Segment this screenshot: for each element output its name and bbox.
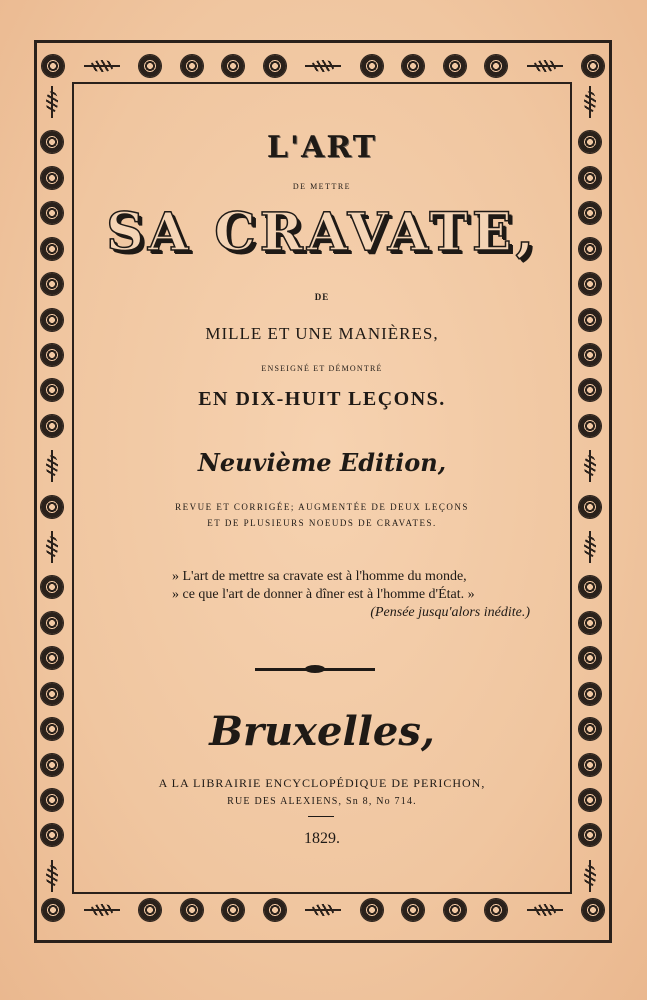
rosette-icon xyxy=(41,309,63,331)
right-ornament-band xyxy=(578,86,602,892)
line-mille-manieres: MILLE ET UNE MANIÈRES, xyxy=(205,324,439,343)
line-de: DE xyxy=(314,292,330,302)
epigraph-line-1: » L'art de mettre sa cravate est à l'homme du monde, xyxy=(172,569,467,584)
rosette-icon xyxy=(579,789,601,811)
rosette-icon xyxy=(41,718,63,740)
leaf-icon xyxy=(527,59,563,73)
revue-line-1: REVUE ET CORRIGÉE; AUGMENTÉE DE DEUX LEÇONS xyxy=(175,502,469,512)
imprint-address: RUE DES ALEXIENS, Sn 8, No 714. xyxy=(227,796,417,807)
rosette-icon xyxy=(582,899,604,921)
title-content xyxy=(72,82,572,894)
leaf-icon xyxy=(84,903,120,917)
bottom-ornament-band xyxy=(42,898,604,922)
leaf-icon xyxy=(583,860,597,892)
ornamental-rule xyxy=(255,668,375,671)
epigraph-line-2: » ce que l'art de donner à dîner est à l'homme d'État. » xyxy=(172,587,475,602)
rosette-icon xyxy=(579,683,601,705)
revue-line-2: ET DE PLUSIEURS NOEUDS DE CRAVATES. xyxy=(207,518,437,528)
rosette-icon xyxy=(485,899,507,921)
rosette-icon xyxy=(579,647,601,669)
rosette-icon xyxy=(579,824,601,846)
rosette-icon xyxy=(41,167,63,189)
line-dix-huit-lecons: EN DIX-HUIT LEÇONS. xyxy=(198,388,446,410)
rosette-icon xyxy=(579,496,601,518)
top-ornament-band xyxy=(42,54,604,78)
rosette-icon xyxy=(41,131,63,153)
title-art: L'ART xyxy=(266,130,378,165)
rosette-icon xyxy=(582,55,604,77)
rosette-icon xyxy=(42,55,64,77)
title-sa-cravate: SA CRAVATE, xyxy=(106,202,538,263)
leaf-icon xyxy=(527,903,563,917)
epigraph-attribution: (Pensée jusqu'alors inédite.) xyxy=(370,605,530,620)
leaf-icon xyxy=(45,86,59,118)
rosette-icon xyxy=(579,718,601,740)
rosette-icon xyxy=(579,167,601,189)
rosette-icon xyxy=(579,309,601,331)
title-de-mettre: DE METTRE xyxy=(292,182,352,191)
epigraph xyxy=(172,568,552,622)
rosette-icon xyxy=(579,612,601,634)
leaf-icon xyxy=(583,450,597,482)
rosette-icon xyxy=(139,899,161,921)
rosette-icon xyxy=(579,202,601,224)
rosette-icon xyxy=(41,612,63,634)
rosette-icon xyxy=(181,899,203,921)
rosette-icon xyxy=(485,55,507,77)
leaf-icon xyxy=(305,59,341,73)
edition-line: Neuvième Edition, xyxy=(197,448,447,477)
leaf-icon xyxy=(45,531,59,563)
rosette-icon xyxy=(579,576,601,598)
rosette-icon xyxy=(402,55,424,77)
rosette-icon xyxy=(41,683,63,705)
rosette-icon xyxy=(41,496,63,518)
rosette-icon xyxy=(41,415,63,437)
rosette-icon xyxy=(41,754,63,776)
leaf-icon xyxy=(45,860,59,892)
rosette-icon xyxy=(41,789,63,811)
rosette-icon xyxy=(579,754,601,776)
imprint-year: 1829. xyxy=(304,830,340,847)
rosette-icon xyxy=(41,344,63,366)
rosette-icon xyxy=(264,55,286,77)
rosette-icon xyxy=(579,379,601,401)
rosette-icon xyxy=(41,202,63,224)
rosette-icon xyxy=(139,55,161,77)
rosette-icon xyxy=(444,899,466,921)
rosette-icon xyxy=(361,55,383,77)
leaf-icon xyxy=(583,531,597,563)
rosette-icon xyxy=(41,647,63,669)
rosette-icon xyxy=(579,415,601,437)
rosette-icon xyxy=(41,379,63,401)
rosette-icon xyxy=(41,824,63,846)
line-enseigne: ENSEIGNÉ ET DÉMONTRÉ xyxy=(261,364,383,373)
left-ornament-band xyxy=(40,86,64,892)
imprint-city: Bruxelles, xyxy=(209,708,435,755)
rosette-icon xyxy=(41,238,63,260)
rosette-icon xyxy=(579,344,601,366)
rosette-icon xyxy=(579,273,601,295)
leaf-icon xyxy=(45,450,59,482)
imprint-publisher: A LA LIBRAIRIE ENCYCLOPÉDIQUE DE PERICHON, xyxy=(158,776,486,790)
rosette-icon xyxy=(579,131,601,153)
leaf-icon xyxy=(84,59,120,73)
rosette-icon xyxy=(264,899,286,921)
short-rule xyxy=(308,816,334,817)
rosette-icon xyxy=(222,55,244,77)
rosette-icon xyxy=(181,55,203,77)
leaf-icon xyxy=(583,86,597,118)
leaf-icon xyxy=(305,903,341,917)
rosette-icon xyxy=(41,273,63,295)
rosette-icon xyxy=(402,899,424,921)
rosette-icon xyxy=(41,576,63,598)
rosette-icon xyxy=(361,899,383,921)
rosette-icon xyxy=(579,238,601,260)
rosette-icon xyxy=(222,899,244,921)
rosette-icon xyxy=(444,55,466,77)
rosette-icon xyxy=(42,899,64,921)
